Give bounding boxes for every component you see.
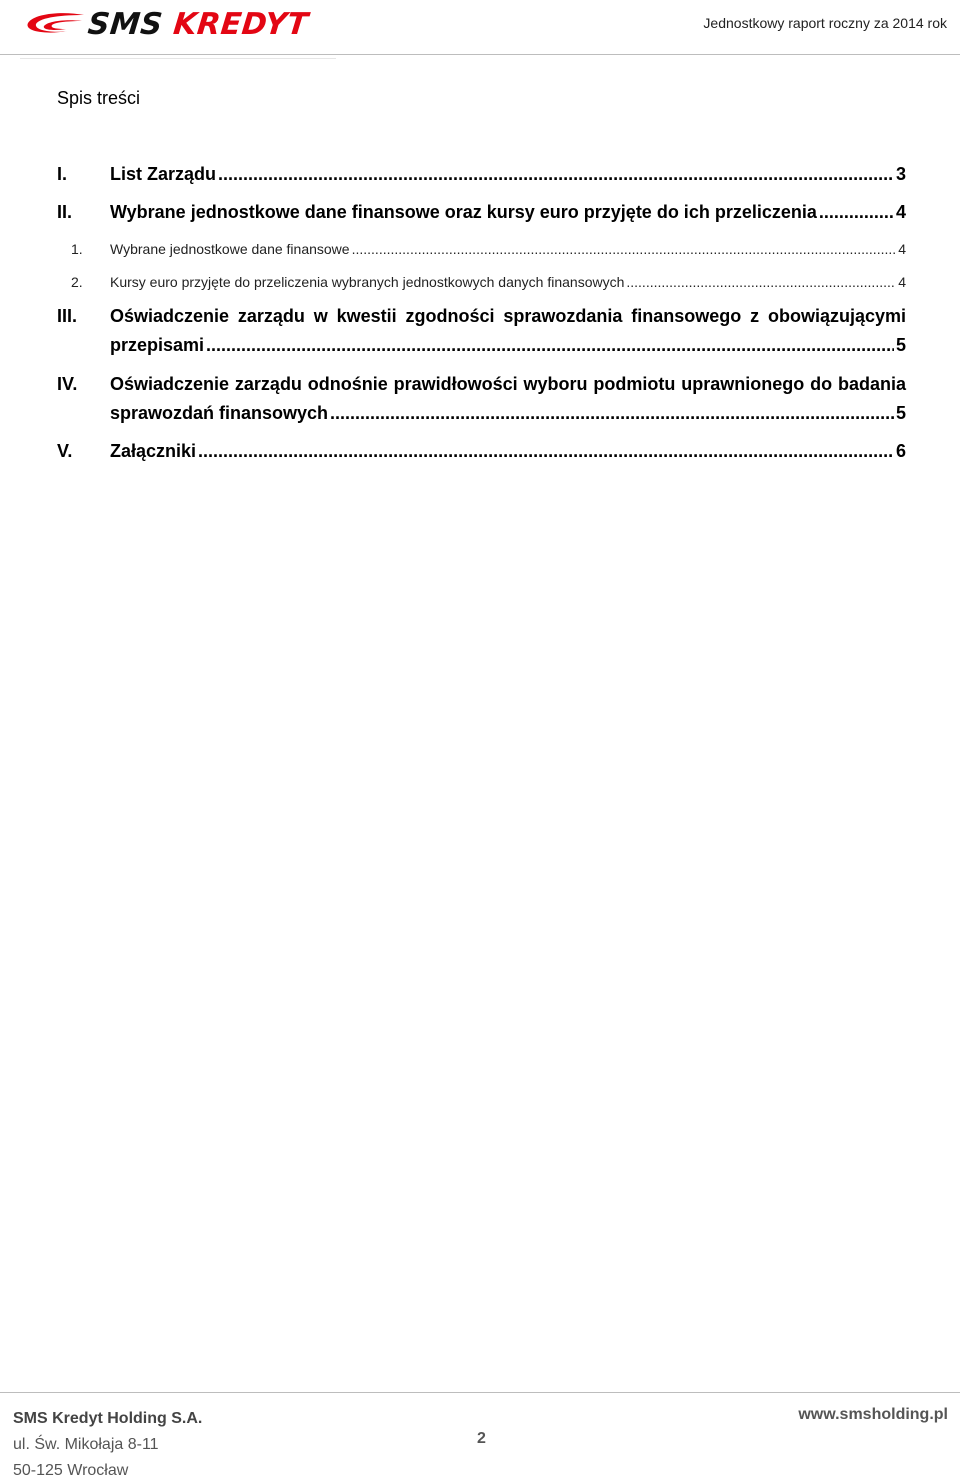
toc-leader-dots [198,437,894,466]
sms-kredyt-logo [24,6,308,42]
header-divider [0,54,960,55]
toc-entry-text: Wybrane jednostkowe dane finansowe [110,241,350,257]
toc-entry-page: 6 [895,441,906,461]
toc-leader-dots [218,160,894,189]
toc-entry-text-line1: Oświadczenie zarządu w kwestii zgodności sprawozdania finansowego z obowiązującymi [110,306,906,326]
toc-entry-text: Załączniki [110,441,197,461]
page-header [0,0,960,60]
swoosh-icon [24,9,86,39]
toc-entry-page: 4 [898,241,906,257]
toc-entry-text-line2: sprawozdań finansowych [110,403,329,423]
toc-entry-number: I. [57,164,68,184]
footer-website-link[interactable]: www.smsholding.pl [798,1406,948,1423]
toc-entry-page: 4 [895,202,906,222]
toc-entry-number: III. [57,306,78,326]
toc-leader-dots [626,270,896,294]
toc-entry-text: List Zarządu [110,164,217,184]
logo-word-kredyt: KREDYT [171,6,310,42]
page-number: 2 [477,1430,486,1447]
footer-street: ul. Św. Mikołaja 8-11 [13,1436,159,1453]
footer-divider [0,1392,960,1393]
toc-entry-page: 5 [895,335,906,355]
footer-city: 50-125 Wrocław [13,1462,129,1479]
toc-entry-text: Wybrane jednostkowe dane finansowe oraz kursy euro przyjęte do ich przeliczenia [110,202,817,222]
toc-entry-page: 4 [898,274,906,290]
toc-leader-dots [330,399,894,428]
toc-leader-dots [819,198,894,227]
report-title: Jednostkowy raport roczny za 2014 rok [703,15,947,31]
toc-entry-number: IV. [57,374,78,394]
toc-entry-text: Kursy euro przyjęte do przeliczenia wybranych jednostkowych danych finansowych [110,274,625,290]
toc-entry-page: 5 [895,403,906,423]
toc-leader-dots [352,237,897,261]
footer-address-block [13,1406,202,1484]
logo-wordmark [86,7,310,42]
toc-entry-text-line1: Oświadczenie zarządu odnośnie prawidłowości wyboru podmiotu uprawnionego do badania [110,374,906,394]
toc-entry-number: V. [57,441,73,461]
logo-word-sms: SMS [86,6,165,42]
toc-entry-page: 3 [895,164,906,184]
toc-entry-number: 2. [71,274,83,290]
footer-company-name: SMS Kredyt Holding S.A. [13,1410,203,1427]
toc-entry-text-line2: przepisami [110,335,205,355]
toc-entry-number: 1. [71,241,83,257]
toc-leader-dots [206,331,894,360]
toc-heading: Spis treści [57,88,141,108]
toc-entry-number: II. [57,202,73,222]
header-divider-secondary [20,58,336,59]
